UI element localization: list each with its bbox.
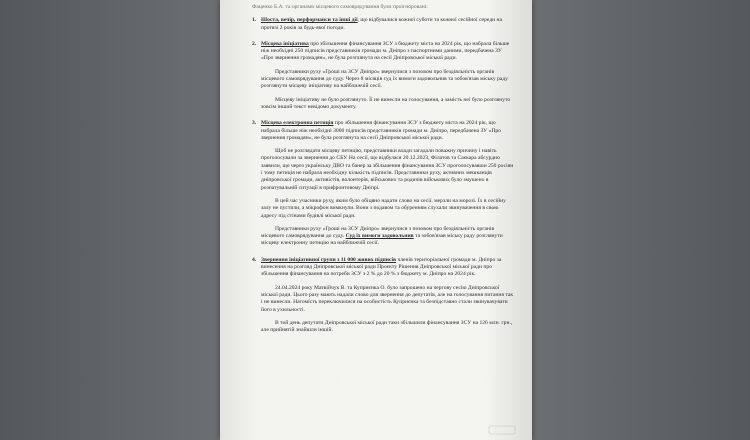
item-heading: Звернення ініціативної групи з 11 000 живих підписів xyxy=(261,256,397,263)
item-paragraph: Представники руху «Гроші на ЗСУ Дніпро» звернулися з позовом про бездіяльність органів місцевого самоврядування до суду. Через 8 місяців суд їх вимоги задовольнив та зобов'язав міську раду розглянути місцеву ініціативу на найближчій сесії. xyxy=(261,68,508,90)
court-ruling-highlight: Суд їх вимоги задовольнив xyxy=(345,233,414,240)
item-paragraph: В той день депутати Дніпровської міської ради таки збільшили фінансування ЗСУ на 126 млн. грн., але прийнятій знайшли іншій. xyxy=(261,319,513,334)
item-text: , що відбувалися кожної суботи та кожної сесійної середи на протязі 2 років за будь-якої погоди. xyxy=(261,17,502,31)
item-heading: Місцева електронна петиція xyxy=(261,120,334,127)
paragraph-text: та зобов'язав міську раду розглянути місцеву електронну петицію на найближчій сесії. xyxy=(261,233,503,247)
item-text: про збільшення фінансування ЗСУ з бюджету міста на 2024 рік, що набрала більше ніж необхідні 3000 підписів представників громади м. Дніпро, передбачена ЗУ «Про звернення громадян», не була розглянута на сесії Дніпровської міської ради. xyxy=(261,120,501,141)
document-content xyxy=(252,0,514,340)
item-text: членів територіальної громади м. Дніпро за винесення на розгляд Дніпровської міської ради Проєкту Рішення Дніпровської міської ради про збільшення фінансування на потреби ЗСУ з 2 % до 20 % з бюджету м. Дніпро на 2024 рік. xyxy=(261,256,502,278)
item-body xyxy=(261,257,514,341)
item-paragraph: Щоб не розглядати місцеву петицію, представники влади загадали поважну причину і навіть проголосували за звернення до СБУ. На сесії, що відбулася 20.12.2023, Філатов та Саєкара абсурдно заявили, що через українську ДВО та банер за збільшення фінансування ЗСУ проголосувавши 250 росіян і тому петиція не набрала необхідну кількість підписів. Представники руху, активних мешканців дніпровської громади, активістів, волонтерів, військових та родичів військових було змушено в розпатувальній ситуації в прифронтовому Дніпрі. xyxy=(261,148,514,191)
paragraph-text: Представники руху «Гроші на ЗСУ Дніпро» звернулися з позовом про бездіяльність органів місцевого самоврядування до суду. xyxy=(261,225,495,240)
item-heading: Шоста, вечір, перформанси та інші дії xyxy=(261,17,358,24)
intro-line xyxy=(252,4,514,11)
item-text: про збільшення фінансування ЗСУ з бюджету міста на 2024 рік, що набрала більше ніж необхідні 250 підписів представників громади м. Дніпро з паспортними даними, передбачена ЗУ «Про звернення громадян», не була розглянута на сесії Дніпровської міської ради. xyxy=(261,40,510,62)
item-number: 2. xyxy=(252,40,257,47)
item-paragraph: В цей час учасники руху, яким було обіцяно надати слово на сесії, мерзли на морозі. Їх в сесійну залу не пустили, а мікрофон вимкнули. Вони з подавом та обуренням слухали звинувачення в свою адресу під стінами будівлі міської ради. xyxy=(261,197,506,219)
intro-text: Фаценко Б.А. та органами місцевого самоврядування були проігноровані: xyxy=(252,4,428,10)
list-item-1 xyxy=(252,17,514,38)
item-paragraph: Місцеву ініціативу не було розглянуто. Її не винесли на голосування, а замість неї було розглянуто зовсім інший текст невідомо документу. xyxy=(261,96,511,110)
item-paragraph: 24.04.2024 року Матвійчук В. та Куприєнка О. було запрошено на чергову сесію Дніпровської міської ради. Цього разу мають надали слово для звернення до депутатів, але на голосування питання так і не винесли. Натомість переключилися на особистість Куприєнка та безпідставно стали звинувачувати його в ухильності. xyxy=(261,284,514,313)
document-page xyxy=(220,0,532,440)
item-number: 4. xyxy=(252,256,257,263)
item-paragraph xyxy=(261,226,514,248)
item-heading: Місцева ініціатива xyxy=(261,40,309,47)
item-body xyxy=(261,17,514,38)
faint-watermark-icon xyxy=(488,424,516,436)
item-number: 3. xyxy=(252,120,257,127)
list-item-4 xyxy=(252,257,514,341)
item-number: 1. xyxy=(252,17,257,24)
item-body xyxy=(261,120,514,253)
item-body xyxy=(261,41,514,117)
list-item-2 xyxy=(252,41,514,117)
list-item-3 xyxy=(252,120,514,253)
